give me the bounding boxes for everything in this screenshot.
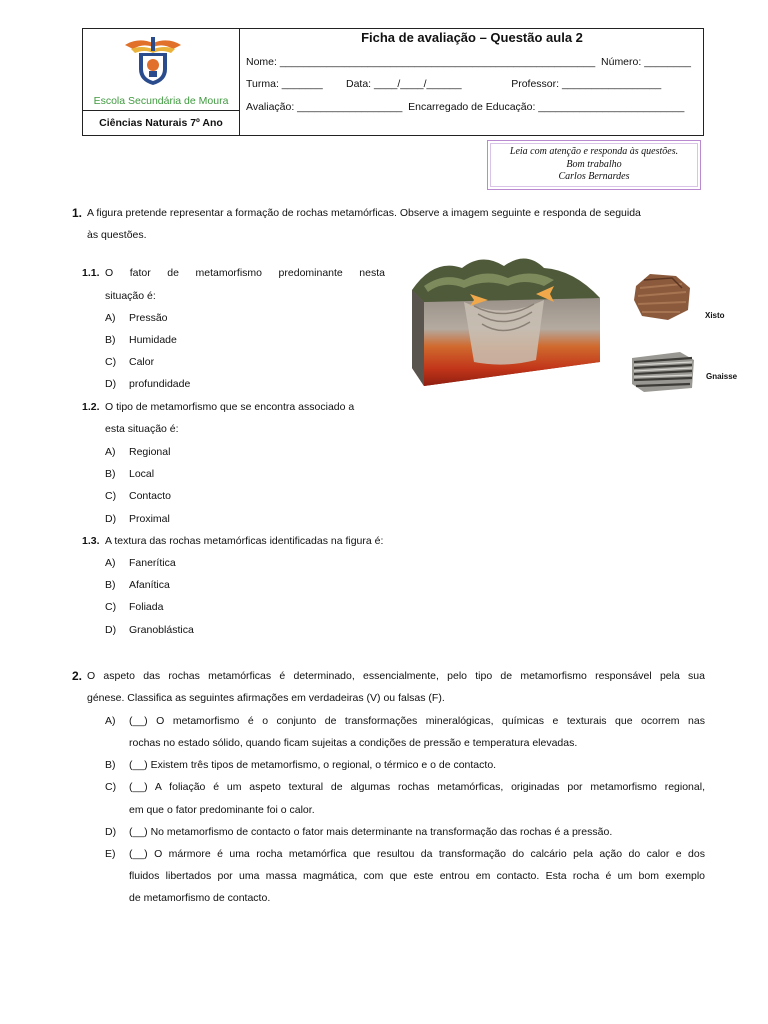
note-line-2: Bom trabalho <box>566 158 622 170</box>
question-1-1-number: 1.1. <box>82 267 100 279</box>
note-line-1: Leia com atenção e responda às questões. <box>509 146 679 157</box>
option-1-3-d: Granoblástica <box>129 624 194 636</box>
question-2-text-line-1: O aspeto das rochas metamórficas é determinado, essencialmente, pelo tipo de metamorfismo responsável pela sua <box>87 670 705 682</box>
option-1-1-c: Calor <box>129 356 155 368</box>
option-1-3-c: Foliada <box>129 601 164 613</box>
xisto-rock-photo <box>632 270 694 322</box>
option-1-2-b: Local <box>129 468 155 480</box>
option-1-2-a-letter: A) <box>105 446 116 458</box>
option-1-2-d-letter: D) <box>105 513 117 525</box>
note-line-3: Carlos Bernardes <box>558 171 630 182</box>
question-1-2-number: 1.2. <box>82 401 100 413</box>
metamorphism-block-diagram <box>404 250 604 390</box>
grade-guardian-row: Avaliação: __________________ Encarregado de Educação: _________________________ <box>246 101 685 113</box>
option-1-2-d: Proximal <box>129 513 170 525</box>
option-1-2-a: Regional <box>129 446 171 458</box>
gnaisse-rock-photo <box>630 350 696 394</box>
statement-e-letter: E) <box>105 848 116 860</box>
option-1-1-a: Pressão <box>129 312 168 324</box>
class-date-teacher-row: Turma: _______ Data: ____/____/______ Professor: _________________ <box>246 78 662 90</box>
course-name: Ciências Naturais 7º Ano <box>83 110 239 135</box>
question-1-3-number: 1.3. <box>82 535 100 547</box>
question-1-2-text-line-1: O tipo de metamorfismo que se encontra associado a <box>105 401 355 413</box>
question-2-text-line-2: génese. Classifica as seguintes afirmações em verdadeiras (V) ou falsas (F). <box>87 692 445 704</box>
statement-a-line-1: (__) O metamorfismo é o conjunto de transformações mineralógicas, químicas e texturais que ocorrem nas <box>129 715 705 727</box>
option-1-1-c-letter: C) <box>105 356 117 368</box>
option-1-3-b: Afanítica <box>129 579 170 591</box>
option-1-1-b: Humidade <box>129 334 177 346</box>
question-1-2-text-line-2: esta situação é: <box>105 423 179 435</box>
question-1-number: 1. <box>72 206 83 220</box>
gnaisse-label: Gnaisse <box>706 372 738 381</box>
question-1-3-text: A textura das rochas metamórficas identificadas na figura é: <box>105 535 384 547</box>
question-1-1-text-line-2: situação é: <box>105 290 156 302</box>
question-2-number: 2. <box>72 669 83 683</box>
school-crest-logo <box>123 35 183 87</box>
option-1-1-d-letter: D) <box>105 378 117 390</box>
option-1-3-d-letter: D) <box>105 624 117 636</box>
option-1-3-b-letter: B) <box>105 579 116 591</box>
statement-c-line-2: em que o fator predominante foi o calor. <box>129 804 315 816</box>
statement-b-line-1: (__) Existem três tipos de metamorfismo, o regional, o térmico e o de contacto. <box>129 759 497 771</box>
option-1-3-a-letter: A) <box>105 557 116 569</box>
option-1-2-b-letter: B) <box>105 468 116 480</box>
option-1-2-c-letter: C) <box>105 490 117 502</box>
school-panel <box>83 29 240 135</box>
statement-d-letter: D) <box>105 826 117 838</box>
name-number-row: Nome: ______________________________________________________ Número: ________ <box>246 56 691 68</box>
xisto-label: Xisto <box>705 311 725 320</box>
statement-d-line-1: (__) No metamorfismo de contacto o fator mais determinante na transformação das rochas é a pressão. <box>129 826 613 838</box>
school-name: Escola Secundária de Moura <box>93 95 229 107</box>
statement-a-letter: A) <box>105 715 116 727</box>
statement-a-line-2: rochas no estado sólido, quando ficam sujeitas a condições de pressão e temperatura elevadas. <box>129 737 578 749</box>
statement-e-line-3: de metamorfismo de contacto. <box>129 892 271 904</box>
option-1-1-b-letter: B) <box>105 334 116 346</box>
statement-e-line-2: fluidos libertados por uma massa magmática, com que este entrou em contacto. Esta rocha é um bom exemplo <box>129 870 705 882</box>
option-1-1-d: profundidade <box>129 378 191 390</box>
option-1-1-a-letter: A) <box>105 312 116 324</box>
statement-b-letter: B) <box>105 759 116 771</box>
option-1-2-c: Contacto <box>129 490 172 502</box>
statement-e-line-1: (__) O mármore é uma rocha metamórfica que resultou da transformação do calcário pela ação do calor e dos <box>129 848 705 860</box>
question-1-text-line-1: A figura pretende representar a formação de rochas metamórficas. Observe a imagem seguinte e responda de seguida <box>87 207 641 219</box>
statement-c-line-1: (__) A foliação é um aspeto textural de algumas rochas metamórficas, originadas por metamorfismo regional, <box>129 781 705 793</box>
sheet-title: Ficha de avaliação – Questão aula 2 <box>361 30 583 45</box>
statement-c-letter: C) <box>105 781 117 793</box>
header-box <box>82 28 704 136</box>
option-1-3-c-letter: C) <box>105 601 117 613</box>
instructions-note <box>487 140 701 190</box>
option-1-3-a: Fanerítica <box>129 557 176 569</box>
question-1-1-text-line-1: O fator de metamorfismo predominante nesta <box>105 267 385 279</box>
question-1-text-line-2: às questões. <box>87 229 147 241</box>
